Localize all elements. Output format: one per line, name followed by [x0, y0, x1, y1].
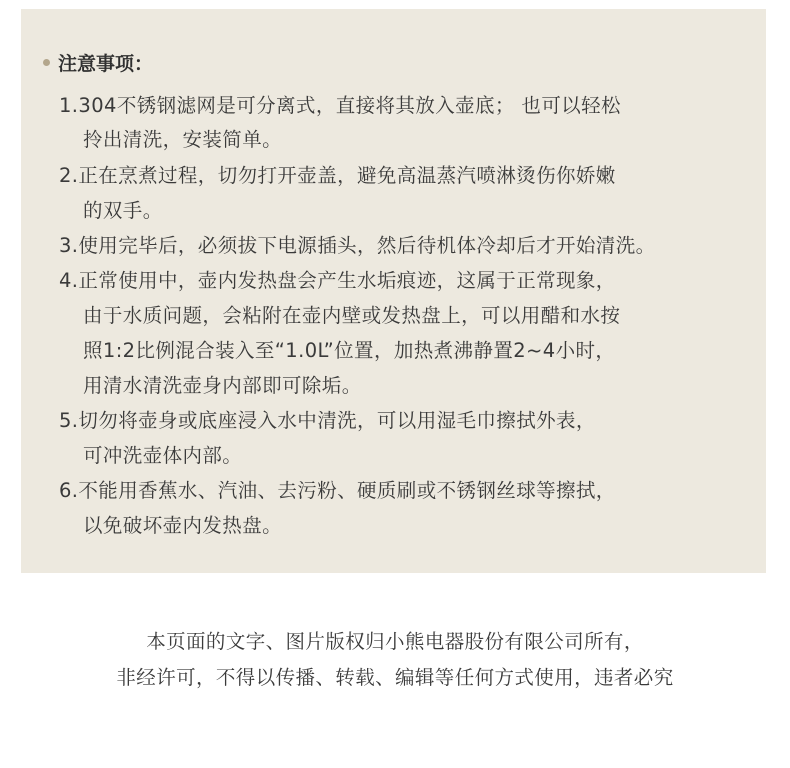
- copyright-line-2: 非经许可，不得以传播、转载、编辑等任何方式使用，违者必究: [116, 666, 674, 689]
- notice-item-4-line-2: 由于水质问题，会粘附在壶内壁或发热盘上，可以用醋和水按: [83, 304, 621, 327]
- notice-item-6-line-2: 以免破坏壶内发热盘。: [83, 514, 283, 537]
- notice-item-4-line-4: 用清水清洗壶身内部即可除垢。: [83, 374, 362, 397]
- notice-item-6-line-1: 6.不能用香蕉水、汽油、去污粉、硬质刷或不锈钢丝球等擦拭，: [59, 479, 616, 502]
- notice-item-5-line-2: 可冲洗壶体内部。: [83, 444, 243, 467]
- notice-panel: [21, 9, 766, 573]
- notice-item-1-line-2: 拎出清洗，安装简单。: [83, 128, 283, 151]
- bullet-dot-icon: [43, 59, 50, 66]
- notice-heading: [43, 49, 153, 75]
- notice-item-1-line-1: 1.304不锈钢滤网是可分离式，直接将其放入壶底； 也可以轻松: [59, 94, 621, 117]
- notice-item-2-line-2: 的双手。: [83, 199, 163, 222]
- notice-item-3-line-1: 3.使用完毕后，必须拔下电源插头，然后待机体冷却后才开始清洗。: [59, 234, 656, 257]
- notice-heading-text: 注意事项：: [58, 52, 154, 75]
- notice-item-5-line-1: 5.切勿将壶身或底座浸入水中清洗，可以用湿毛巾擦拭外表，: [59, 409, 596, 432]
- copyright-line-1: 本页面的文字、图片版权归小熊电器股份有限公司所有，: [146, 630, 644, 653]
- notice-item-4-line-1: 4.正常使用中，壶内发热盘会产生水垢痕迹，这属于正常现象，: [59, 269, 616, 292]
- notice-item-4-line-3: 照1:2比例混合装入至“1.0L”位置，加热煮沸静置2~4小时，: [83, 339, 616, 362]
- notice-item-2-line-1: 2.正在烹煮过程，切勿打开壶盖，避免高温蒸汽喷淋烫伤你娇嫩: [59, 164, 616, 187]
